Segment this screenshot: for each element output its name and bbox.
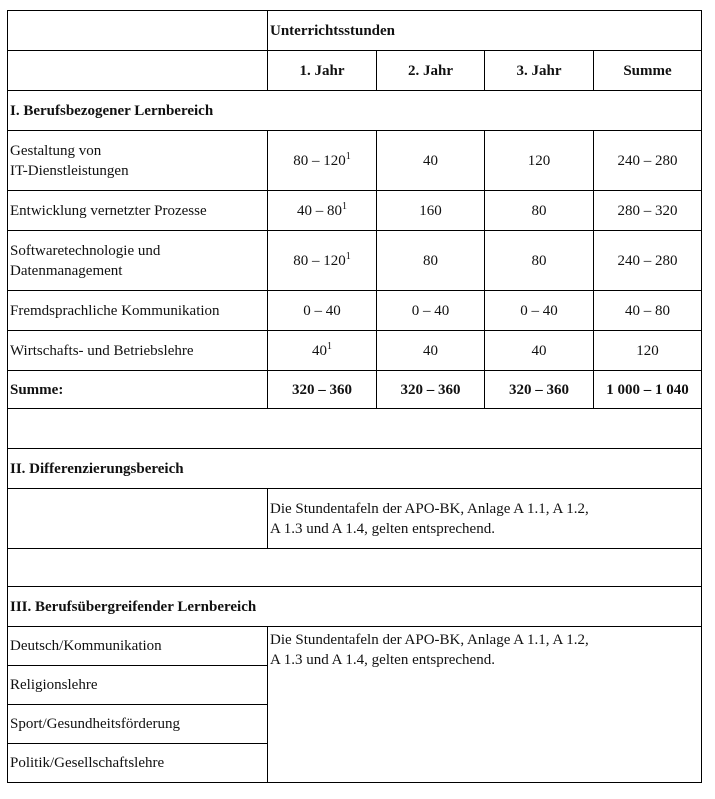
value-sum: 240 – 280: [594, 131, 702, 191]
section3-note: Die Stundentafeln der APO-BK, Anlage A 1.1, A 1.2, A 1.3 und A 1.4, gelten entsprechend.: [268, 627, 702, 783]
total-row: [8, 371, 702, 409]
value-sum: 120: [594, 331, 702, 371]
value-year-3: 80: [485, 191, 594, 231]
section2-title: II. Differenzierungsbereich: [8, 449, 702, 489]
value-year-2: 40: [377, 131, 485, 191]
total-year-2: 320 – 360: [377, 371, 485, 409]
row-label: Softwaretechnologie und Datenmanagement: [8, 231, 268, 291]
spacer-row: [8, 409, 702, 449]
table-row: [8, 231, 702, 291]
section-title-row: [8, 449, 702, 489]
value-year-3: 0 – 40: [485, 291, 594, 331]
value-year-1: $40^1$: [268, 331, 377, 371]
value-year-1: $40 - 80^1$: [268, 191, 377, 231]
value-year-1: 0 – 40: [268, 291, 377, 331]
header-group-row: [8, 11, 702, 51]
empty-cell: [8, 489, 268, 549]
empty-header-cell: [8, 51, 268, 91]
subject-row: [8, 627, 702, 666]
table-row: [8, 191, 702, 231]
subject-label: Politik/Gesellschaftslehre: [8, 744, 268, 783]
subject-label: Religionslehre: [8, 666, 268, 705]
total-sum: 1 000 – 1 040: [594, 371, 702, 409]
empty-cell: [8, 549, 702, 587]
section2-note: Die Stundentafeln der APO-BK, Anlage A 1.1, A 1.2, A 1.3 und A 1.4, gelten entsprechend.: [268, 489, 702, 549]
header-year-3: 3. Jahr: [485, 51, 594, 91]
value-year-2: 160: [377, 191, 485, 231]
lesson-hours-table: [7, 10, 702, 783]
section-title-row: [8, 587, 702, 627]
value-year-1: $80 - 120^1$: [268, 231, 377, 291]
table-row: [8, 331, 702, 371]
total-label: Summe:: [8, 371, 268, 409]
section1-title: I. Berufsbezogener Lernbereich: [8, 91, 702, 131]
header-sum: Summe: [594, 51, 702, 91]
value-sum: 40 – 80: [594, 291, 702, 331]
empty-corner-cell: [8, 11, 268, 51]
footnote-marker: 1: [345, 250, 351, 262]
section3-title: III. Berufsübergreifender Lernbereich: [8, 587, 702, 627]
spacer-row: [8, 549, 702, 587]
table-row: [8, 291, 702, 331]
table-row: [8, 131, 702, 191]
row-label: Entwicklung vernetzter Prozesse: [8, 191, 268, 231]
value-year-2: 80: [377, 231, 485, 291]
value-sum: 280 – 320: [594, 191, 702, 231]
total-year-1: 320 – 360: [268, 371, 377, 409]
subject-label: Sport/Gesundheitsförderung: [8, 705, 268, 744]
row-label: Fremdsprachliche Kommunikation: [8, 291, 268, 331]
header-columns-row: [8, 51, 702, 91]
value-year-3: 80: [485, 231, 594, 291]
value-sum: 240 – 280: [594, 231, 702, 291]
value-year-3: 120: [485, 131, 594, 191]
footnote-marker: 1: [327, 340, 332, 352]
value-year-2: 0 – 40: [377, 291, 485, 331]
value-year-3: 40: [485, 331, 594, 371]
value-year-2: 40: [377, 331, 485, 371]
footnote-marker: 1: [342, 200, 347, 212]
row-label: Wirtschafts- und Betriebslehre: [8, 331, 268, 371]
header-group-label: Unterrichtsstunden: [268, 11, 702, 51]
section-title-row: [8, 91, 702, 131]
empty-cell: [8, 409, 702, 449]
row-label: Gestaltung von IT-Dienstleistungen: [8, 131, 268, 191]
subject-label: Deutsch/Kommunikation: [8, 627, 268, 666]
header-year-1: 1. Jahr: [268, 51, 377, 91]
value-year-1: $80 - 120^1$: [268, 131, 377, 191]
header-year-2: 2. Jahr: [377, 51, 485, 91]
note-row: [8, 489, 702, 549]
total-year-3: 320 – 360: [485, 371, 594, 409]
footnote-marker: 1: [345, 150, 351, 162]
